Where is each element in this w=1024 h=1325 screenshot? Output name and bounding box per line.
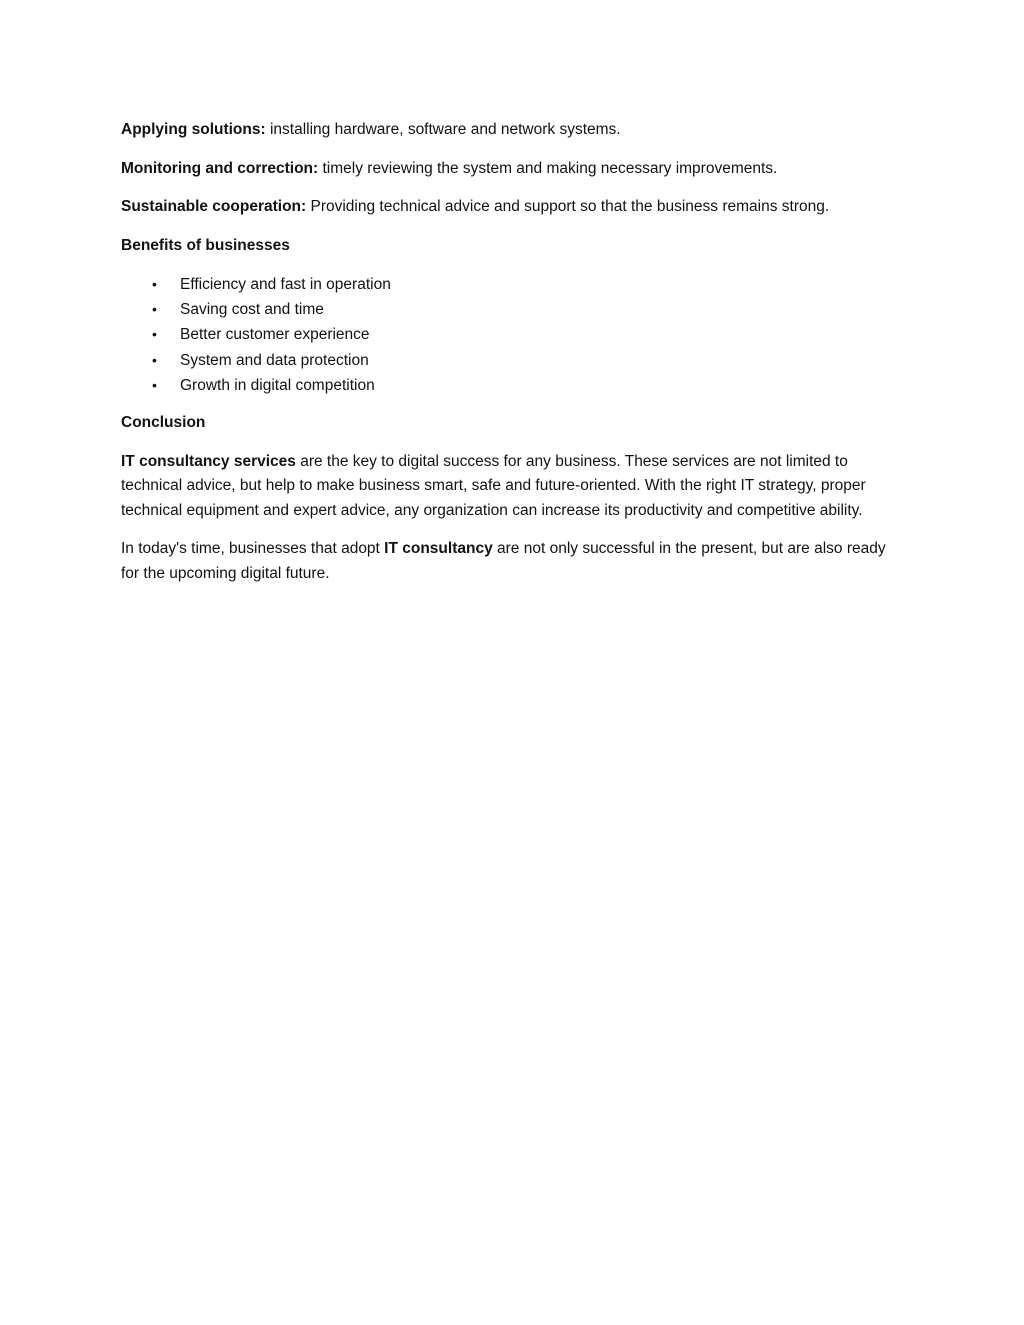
- benefits-heading: Benefits of businesses: [121, 236, 290, 254]
- paragraph-bold-phrase: IT consultancy: [384, 540, 493, 558]
- paragraph-applying-solutions: [121, 118, 897, 143]
- paragraph-monitoring-correction: [121, 157, 897, 182]
- bullet-icon: •: [152, 276, 157, 292]
- list-item-text: System and data protection: [180, 351, 369, 369]
- paragraph-text: installing hardware, software and network systems.: [265, 121, 621, 138]
- list-item: [152, 373, 897, 398]
- paragraph-lead: Sustainable cooperation:: [121, 198, 307, 215]
- bullet-icon: •: [152, 351, 157, 368]
- list-item: [152, 322, 897, 347]
- list-item: [152, 297, 897, 322]
- benefits-list: [121, 272, 897, 398]
- paragraph-lead: IT consultancy services: [121, 452, 296, 470]
- list-item-text: Better customer experience: [180, 326, 370, 344]
- list-item-text: Efficiency and fast in operation: [180, 276, 391, 293]
- conclusion-paragraph-1: [121, 450, 897, 524]
- paragraph-text: are the key to digital success for any business. These services are not limited to technical advice, but help to make business smart, safe and future-oriented. With the right IT strategy, proper technical equipment and expert advice, any organization can increase its productivity and competitive ability.: [121, 452, 866, 519]
- paragraph-text: Providing technical advice and support so that the business remains strong.: [306, 198, 830, 215]
- paragraph-text: timely reviewing the system and making necessary improvements.: [318, 159, 778, 177]
- paragraph-lead: Monitoring and correction:: [121, 159, 319, 177]
- bullet-icon: •: [152, 301, 157, 318]
- paragraph-text: In today's time, businesses that adopt: [121, 540, 385, 558]
- list-item-text: Growth in digital competition: [180, 376, 375, 394]
- list-item-text: Saving cost and time: [180, 301, 324, 319]
- bullet-icon: •: [152, 376, 157, 393]
- conclusion-paragraph-2: [121, 537, 897, 586]
- conclusion-heading: Conclusion: [121, 414, 206, 432]
- paragraph-sustainable-cooperation: [121, 195, 897, 220]
- paragraph-text: are not only successful in the present, but are also ready for the upcoming digital future.: [121, 540, 886, 582]
- list-item: [152, 272, 897, 297]
- paragraph-lead: Applying solutions:: [121, 121, 266, 138]
- list-item: [152, 348, 897, 373]
- bullet-icon: •: [152, 326, 157, 343]
